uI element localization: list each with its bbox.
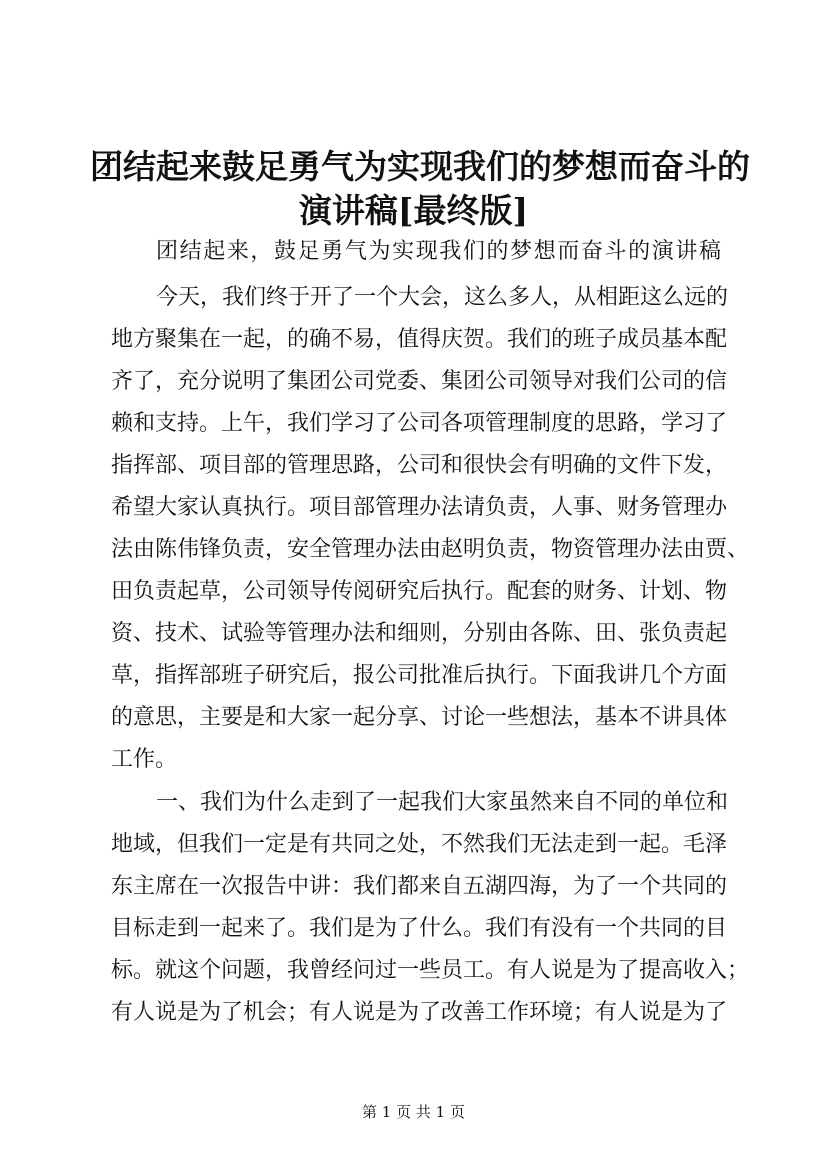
- paragraph-line: 工作。: [111, 747, 178, 772]
- paragraph-line: 法由陈伟锋负责，安全管理办法由赵明负责，物资管理办法由贾、: [111, 537, 750, 562]
- paragraph-line: 目标走到一起来了。我们是为了什么。我们有没有一个共同的目: [111, 916, 728, 941]
- paragraph-line: 田负责起草，公司领导传阅研究后执行。配套的财务、计划、物: [111, 579, 728, 604]
- paragraph-line: 的意思，主要是和大家一起分享、讨论一些想法，基本不讲具体: [111, 705, 728, 730]
- paragraph-line: 齐了，充分说明了集团公司党委、集团公司领导对我们公司的信: [111, 369, 728, 394]
- paragraph-line: 希望大家认真执行。项目部管理办法请负责，人事、财务管理办: [111, 495, 728, 520]
- paragraph-line: 赖和支持。上午，我们学习了公司各项管理制度的思路，学习了: [111, 411, 728, 436]
- paragraph-line: 地域，但我们一定是有共同之处，不然我们无法走到一起。毛泽: [111, 832, 728, 857]
- paragraph-line: 团结起来，鼓足勇气为实现我们的梦想而奋斗的演讲稿: [156, 239, 721, 264]
- paragraph-line: 地方聚集在一起，的确不易，值得庆贺。我们的班子成员基本配: [111, 327, 728, 352]
- paragraph-line: 一、我们为什么走到了一起我们大家虽然来自不同的单位和: [156, 790, 729, 815]
- document-title-line-1: 团结起来鼓足勇气为实现我们的梦想而奋斗的: [90, 147, 750, 186]
- paragraph-line: 标。就这个问题，我曾经问过一些员工。有人说是为了提高收入；: [111, 958, 750, 983]
- paragraph-line: 草，指挥部班子研究后，报公司批准后执行。下面我讲几个方面: [111, 663, 728, 688]
- paragraph-line: 东主席在一次报告中讲：我们都来自五湖四海，为了一个共同的: [111, 874, 728, 899]
- paragraph-line: 有人说是为了机会；有人说是为了改善工作环境；有人说是为了: [111, 1000, 728, 1025]
- paragraph-line: 资、技术、试验等管理办法和细则，分别由各陈、田、张负责起: [111, 621, 728, 646]
- paragraph-line: 今天，我们终于开了一个大会，这么多人，从相距这么远的: [156, 285, 729, 310]
- page-number-footer: 第 1 页 共 1 页: [362, 1103, 465, 1121]
- document-title-line-2: 演讲稿[最终版]: [298, 191, 529, 230]
- paragraph-line: 指挥部、项目部的管理思路，公司和很快会有明确的文件下发，: [111, 453, 728, 478]
